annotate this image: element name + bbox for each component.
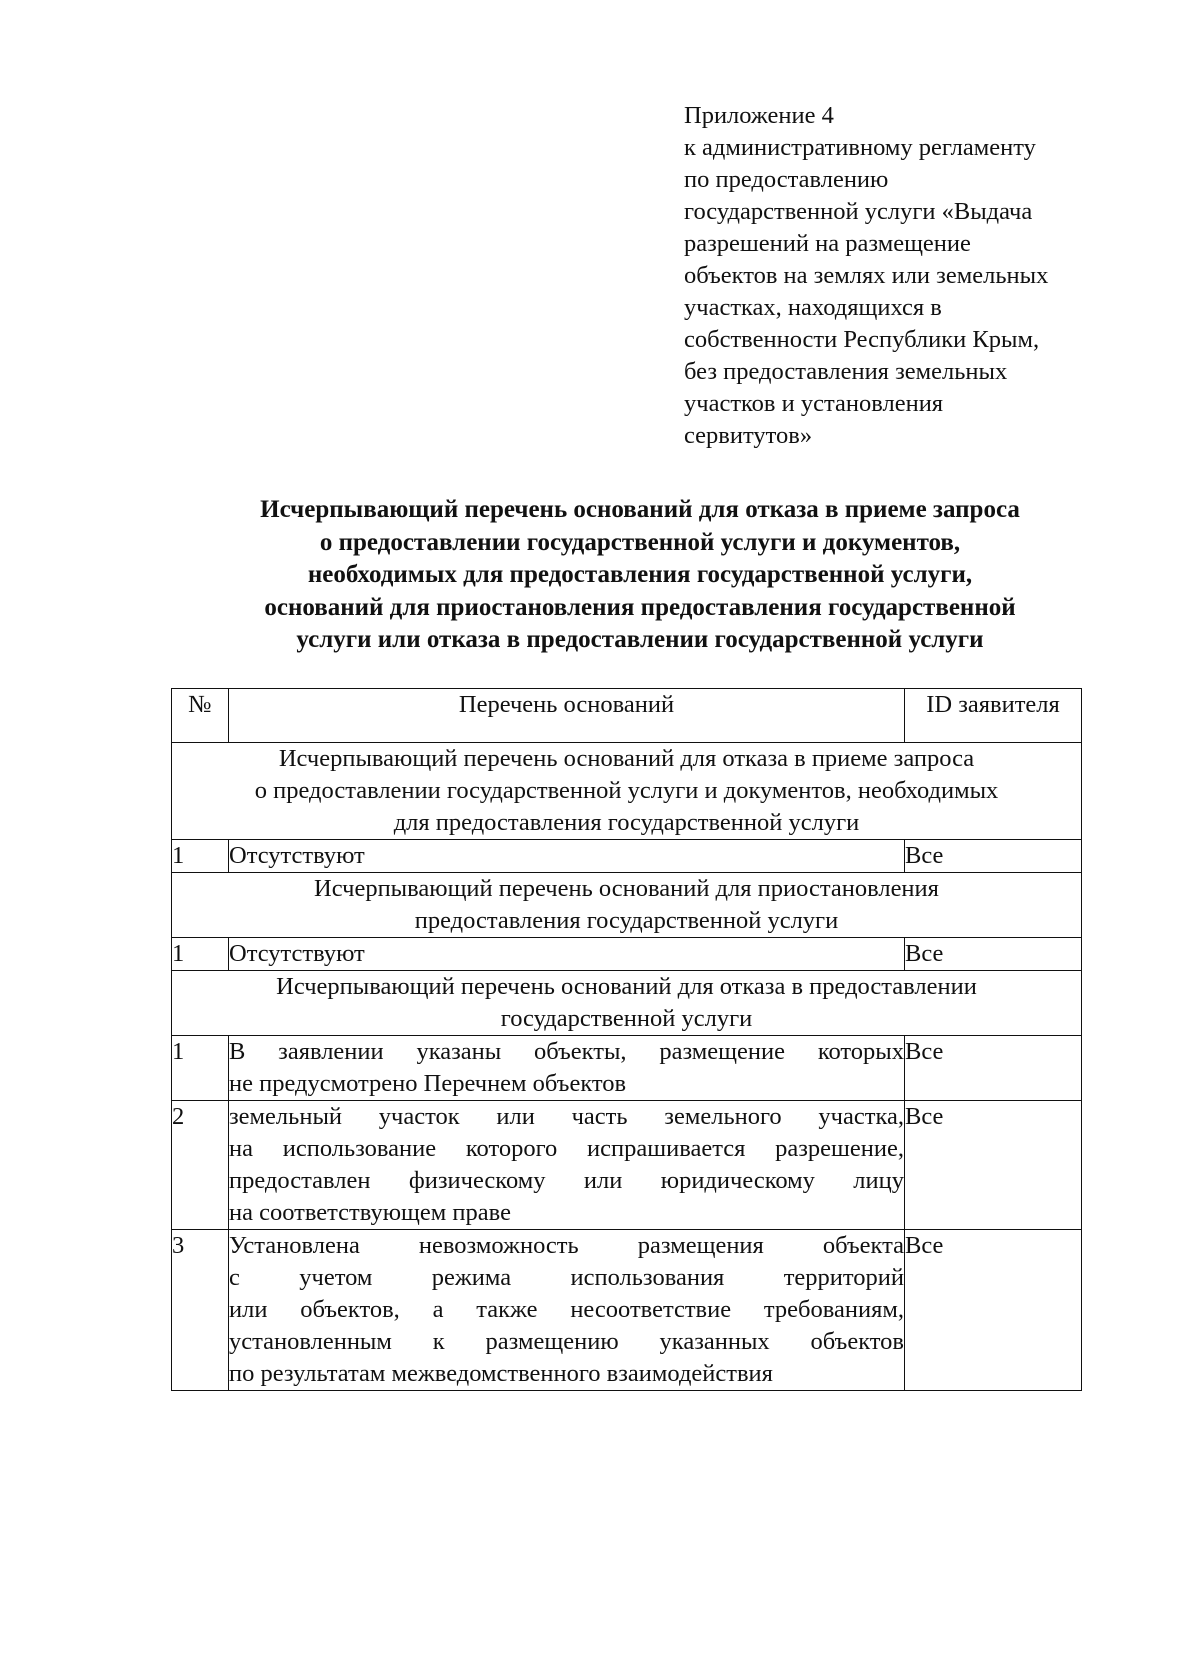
appendix-line: разрешений на размещение [684,230,971,257]
section-title-line: Исчерпывающий перечень оснований для отказа в предоставлении [276,973,977,1000]
row-text-line: установленным к размещению указанных объектов [229,1328,904,1355]
row-number: 2 [172,1101,229,1230]
row-text-line: по результатам межведомственного взаимодействия [229,1360,773,1387]
row-text-line: Отсутствуют [229,842,365,869]
table-header-row [172,689,1082,743]
title-line: услуги или отказа в предоставлении государственной услуги [296,626,984,653]
appendix-line: государственной услуги «Выдача [684,198,1033,225]
grounds-table [171,688,1082,1391]
section-title-line: государственной услуги [500,1005,753,1032]
table-row [172,938,1082,971]
section-row [172,971,1082,1036]
appendix-block [684,100,1144,452]
section-title-line: для предоставления государственной услуги [393,809,860,836]
row-applicant-id: Все [905,1230,1082,1391]
header-applicant-id: ID заявителя [905,689,1082,743]
title-line: необходимых для предоставления государственной услуги, [307,561,973,588]
row-number: 1 [172,938,229,971]
row-text [229,1230,905,1391]
section-title [172,743,1082,840]
appendix-line: Приложение 4 [684,102,834,129]
table-row [172,840,1082,873]
title-line: о предоставлении государственной услуги и документов, [319,528,961,556]
table-row [172,1036,1082,1101]
row-applicant-id: Все [905,1101,1082,1230]
row-text [229,938,905,971]
appendix-line: участках, находящихся в [684,294,942,321]
appendix-line: участков и установления [684,390,944,417]
section-title [172,971,1082,1036]
row-text-line: на использование которого испрашивается разрешение, [229,1135,904,1162]
row-text-line: Отсутствуют [229,940,365,967]
appendix-line: сервитутов» [684,422,813,449]
row-text-line: предоставлен физическому или юридическому лицу [229,1167,904,1194]
row-number: 3 [172,1230,229,1391]
row-applicant-id: Все [905,1036,1082,1101]
appendix-line: собственности Республики Крым, [684,326,1040,353]
row-text [229,840,905,873]
section-row [172,743,1082,840]
section-title [172,873,1082,938]
section-title-line: о предоставлении государственной услуги и документов, необходимых [254,777,999,804]
header-grounds-list: Перечень оснований [229,689,905,743]
row-number: 1 [172,840,229,873]
table-row [172,1230,1082,1391]
row-text-line: земельный участок или часть земельного участка, [229,1103,904,1130]
table-row [172,1101,1082,1230]
row-text-line: с учетом режима использования территорий [229,1264,904,1291]
title-line: оснований для приостановления предоставления государственной [264,593,1016,621]
row-text-line: на соответствующем праве [229,1199,511,1226]
row-text-line: или объектов, а также несоответствие требованиям, [229,1296,904,1323]
appendix-line: по предоставлению [684,166,889,193]
document-title [140,494,1140,657]
header-number: № [172,689,229,743]
section-row [172,873,1082,938]
row-text-line: Установлена невозможность размещения объекта [229,1232,904,1259]
appendix-line: объектов на землях или земельных [684,262,1049,289]
row-number: 1 [172,1036,229,1101]
row-applicant-id: Все [905,840,1082,873]
row-text [229,1036,905,1101]
section-title-line: предоставления государственной услуги [414,907,839,934]
section-title-line: Исчерпывающий перечень оснований для приостановления [314,875,939,902]
section-title-line: Исчерпывающий перечень оснований для отказа в приеме запроса [278,745,975,772]
row-applicant-id: Все [905,938,1082,971]
appendix-line: к административному регламенту [684,134,1036,161]
row-text [229,1101,905,1230]
title-line: Исчерпывающий перечень оснований для отказа в приеме запроса [260,496,1020,523]
row-text-line: не предусмотрено Перечнем объектов [229,1070,627,1097]
row-text-line: В заявлении указаны объекты, размещение которых [229,1038,904,1065]
appendix-line: без предоставления земельных [684,358,1008,385]
